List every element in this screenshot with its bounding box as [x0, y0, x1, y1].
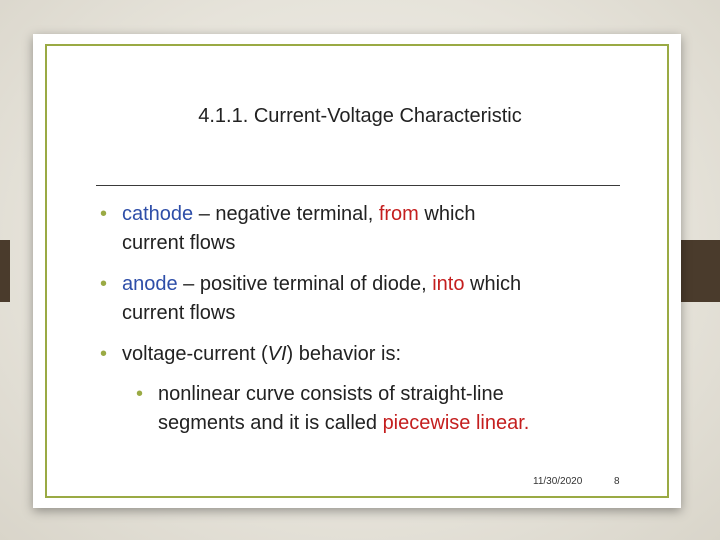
- highlight-into: into: [432, 273, 465, 295]
- term-anode: anode: [122, 273, 178, 295]
- left-edge-tab: [0, 240, 10, 302]
- bullet-text: ) behavior is:: [286, 343, 402, 365]
- bullet-text: – negative terminal,: [193, 203, 379, 225]
- highlight-from: from: [378, 203, 419, 225]
- highlight-piecewise-linear: piecewise linear.: [382, 412, 530, 434]
- bullet-anode: [122, 270, 642, 328]
- sub-bullet-line1: nonlinear curve consists of straight-line: [158, 383, 504, 405]
- bullet-dot-icon: •: [100, 273, 108, 295]
- bullet-text-line2: current flows: [122, 232, 236, 254]
- term-cathode: cathode: [122, 203, 194, 225]
- bullet-vi-behavior: [122, 340, 642, 369]
- slide-number: 8: [614, 476, 620, 487]
- bullet-text-line2: current flows: [122, 302, 236, 324]
- bullet-dot-icon: •: [100, 203, 108, 225]
- bullet-text: which: [418, 203, 476, 225]
- sub-bullet-piecewise: [158, 380, 648, 438]
- title-divider: [96, 185, 620, 186]
- vi-italic: VI: [267, 343, 287, 365]
- bullet-text: which: [464, 273, 522, 295]
- bullet-text: voltage-current (: [122, 343, 268, 365]
- sub-bullet-dot-icon: •: [136, 383, 144, 405]
- bullet-text: – positive terminal of diode,: [177, 273, 433, 295]
- sub-bullet-line2: segments and it is called: [158, 412, 383, 434]
- slide-title: 4.1.1. Current-Voltage Characteristic: [198, 105, 522, 127]
- footer-date: 11/30/2020: [533, 476, 583, 487]
- bullet-dot-icon: •: [100, 343, 108, 365]
- bullet-cathode: [122, 200, 642, 258]
